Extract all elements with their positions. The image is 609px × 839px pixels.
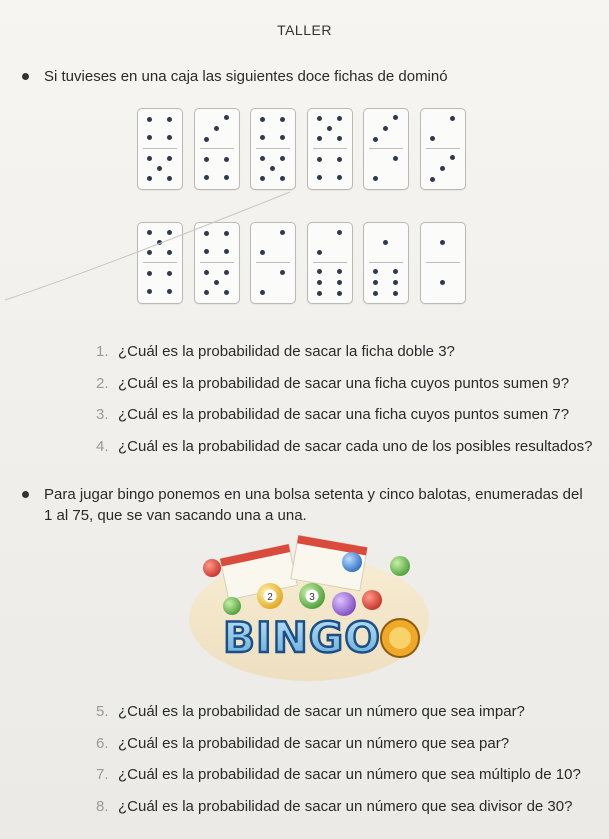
question-number: 2. bbox=[96, 374, 109, 392]
domino-pip bbox=[373, 269, 378, 274]
domino-tile bbox=[137, 108, 183, 190]
question-number: 7. bbox=[96, 766, 109, 783]
domino-pip bbox=[430, 136, 435, 141]
domino-pip bbox=[430, 177, 435, 182]
domino-tile bbox=[307, 108, 353, 190]
domino-pip bbox=[317, 291, 322, 296]
domino-pip bbox=[373, 176, 378, 181]
question-item bbox=[96, 766, 581, 783]
bullet-bingo bbox=[22, 491, 29, 498]
domino-pip bbox=[260, 135, 265, 140]
domino-pip bbox=[224, 115, 229, 120]
domino-pip bbox=[373, 291, 378, 296]
domino-pip bbox=[383, 240, 388, 245]
domino-pip bbox=[337, 230, 342, 235]
domino-pip bbox=[337, 269, 342, 274]
domino-pip bbox=[450, 155, 455, 160]
bullet-domino bbox=[22, 73, 29, 80]
domino-pip bbox=[393, 280, 398, 285]
intro-domino: Si tuvieses en una caja las siguientes doce fichas de dominó bbox=[44, 68, 448, 85]
domino-pip bbox=[147, 117, 152, 122]
domino-pip bbox=[327, 126, 332, 131]
question-text: ¿Cuál es la probabilidad de sacar una ficha cuyos puntos sumen 9? bbox=[118, 374, 570, 392]
ball-2-label: 2 bbox=[267, 592, 273, 603]
domino-pip bbox=[440, 166, 445, 171]
question-number: 3. bbox=[96, 406, 109, 423]
question-text: ¿Cuál es la probabilidad de sacar cada uno de los posibles resultados? bbox=[118, 437, 593, 455]
domino-pip bbox=[224, 157, 229, 162]
domino-tile bbox=[194, 108, 240, 190]
domino-divider bbox=[200, 148, 234, 149]
domino-pip bbox=[280, 135, 285, 140]
domino-pip bbox=[260, 156, 265, 161]
domino-pip bbox=[317, 175, 322, 180]
domino-pip bbox=[393, 156, 398, 161]
domino-pip bbox=[337, 116, 342, 121]
domino-pip bbox=[383, 126, 388, 131]
domino-pip bbox=[317, 116, 322, 121]
domino-pip bbox=[337, 291, 342, 296]
question-item bbox=[96, 406, 569, 423]
domino-pip bbox=[440, 240, 445, 245]
domino-tile bbox=[420, 108, 466, 190]
domino-pip bbox=[440, 280, 445, 285]
bingo-illustration bbox=[184, 534, 434, 684]
domino-pip bbox=[337, 175, 342, 180]
question-text: ¿Cuál es la probabilidad de sacar un número que sea divisor de 30? bbox=[118, 797, 573, 815]
domino-divider bbox=[369, 148, 403, 149]
question-text: ¿Cuál es la probabilidad de sacar un número que sea par? bbox=[118, 734, 510, 752]
question-text: ¿Cuál es la probabilidad de sacar una ficha cuyos puntos sumen 7? bbox=[118, 406, 570, 423]
domino-pip bbox=[393, 291, 398, 296]
question-text: ¿Cuál es la probabilidad de sacar un número que sea impar? bbox=[118, 703, 525, 720]
domino-pip bbox=[337, 280, 342, 285]
domino-pip bbox=[270, 166, 275, 171]
question-number: 4. bbox=[96, 437, 109, 455]
bingo-word: BINGO bbox=[223, 613, 381, 662]
domino-divider bbox=[313, 262, 347, 263]
domino-tile bbox=[250, 108, 296, 190]
domino-divider bbox=[256, 148, 290, 149]
domino-divider bbox=[313, 148, 347, 149]
domino-tile bbox=[420, 222, 466, 304]
domino-pip bbox=[373, 137, 378, 142]
domino-pip bbox=[204, 157, 209, 162]
domino-pip bbox=[280, 117, 285, 122]
domino-tile bbox=[307, 222, 353, 304]
domino-divider bbox=[369, 262, 403, 263]
question-item bbox=[96, 735, 509, 752]
domino-pip bbox=[393, 269, 398, 274]
domino-pip bbox=[337, 136, 342, 141]
bingo-graphic bbox=[184, 534, 434, 684]
question-number: 6. bbox=[96, 734, 109, 752]
question-text: ¿Cuál es la probabilidad de sacar un número que sea múltiplo de 10? bbox=[118, 766, 581, 783]
domino-pip bbox=[157, 166, 162, 171]
domino-tile bbox=[363, 108, 409, 190]
intro-bingo: Para jugar bingo ponemos en una bolsa setenta y cinco balotas, enumeradas del 1 al 75, que se van sacando una a una. bbox=[44, 486, 583, 524]
question-text: ¿Cuál es la probabilidad de sacar la ficha doble 3? bbox=[118, 343, 455, 360]
domino-pip bbox=[167, 156, 172, 161]
domino-pip bbox=[147, 135, 152, 140]
domino-divider bbox=[143, 148, 177, 149]
page-title: TALLER bbox=[277, 22, 332, 38]
question-number: 8. bbox=[96, 797, 109, 815]
domino-pip bbox=[317, 269, 322, 274]
question-item bbox=[96, 438, 592, 455]
domino-pip bbox=[167, 135, 172, 140]
domino-pip bbox=[204, 137, 209, 142]
domino-pip bbox=[167, 117, 172, 122]
domino-pip bbox=[450, 116, 455, 121]
question-item bbox=[96, 703, 525, 720]
domino-pip bbox=[373, 280, 378, 285]
question-number: 1. bbox=[96, 343, 109, 360]
domino-pip bbox=[214, 126, 219, 131]
domino-divider bbox=[426, 262, 460, 263]
domino-tile bbox=[363, 222, 409, 304]
question-item bbox=[96, 798, 572, 815]
domino-pip bbox=[317, 136, 322, 141]
ball-3-label: 3 bbox=[309, 592, 315, 603]
domino-pip bbox=[317, 280, 322, 285]
question-item bbox=[96, 343, 455, 360]
domino-pip bbox=[260, 117, 265, 122]
domino-pip bbox=[393, 115, 398, 120]
pencil-mark bbox=[0, 180, 300, 320]
question-item bbox=[96, 375, 569, 392]
domino-pip bbox=[317, 157, 322, 162]
domino-divider bbox=[426, 148, 460, 149]
domino-pip bbox=[147, 156, 152, 161]
question-number: 5. bbox=[96, 703, 109, 720]
domino-pip bbox=[337, 157, 342, 162]
domino-pip bbox=[280, 156, 285, 161]
domino-pip bbox=[317, 250, 322, 255]
